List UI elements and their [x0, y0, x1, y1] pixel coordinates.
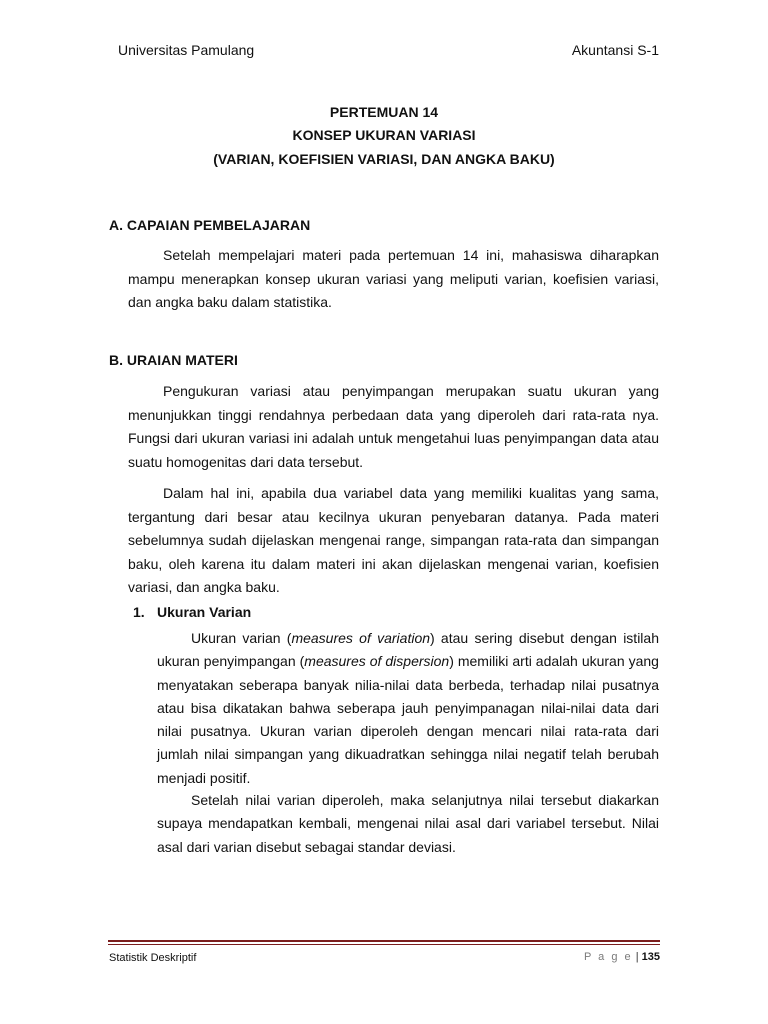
section-a-paragraph [128, 244, 659, 315]
subsection-paragraph-2 [157, 789, 659, 859]
footer-course-name: Statistik Deskriptif [109, 952, 197, 964]
footer-rule-thin [108, 944, 660, 945]
subsection-title: Ukuran Varian [157, 604, 252, 620]
section-b-paragraph-2-text: Dalam hal ini, apabila dua variabel data yang memiliki kualitas yang sama, tergantung dari besar atau kecilnya ukuran penyebaran datanya. Pada materi sebelumnya sudah dijelaskan mengenai range, simpangan rata-rata dan simpangan baku, oleh karena itu dalam materi ini akan dijelaskan mengenai varian, koefisien variasi, dan angka baku. [128, 485, 659, 595]
subsection-p1-em1: measures of variation [291, 630, 431, 646]
subsection-p1-em2: measures of dispersion [304, 653, 450, 670]
title-subtopic: (VARIAN, KOEFISIEN VARIASI, DAN ANGKA BAKU) [213, 151, 555, 167]
footer-rule-thick [108, 940, 660, 942]
footer-page-indicator [584, 951, 660, 963]
subsection-p1-part1: Ukuran varian ( [191, 630, 292, 646]
footer-page-label: P a g e [583, 951, 633, 963]
subsection-p1-part3: ) memiliki arti adalah ukuran yang menyatakan seberapa banyak nilia-nilai data berbeda, terhadap nilai pusatnya atau bisa dikatakan bahwa seberapa jauh penyimpanagan nilai-nilai data dari nilai pusatnya. Ukuran varian diperoleh dengan mencari nilai rata-rata dari jumlah nilai simpangan yang dikuadratkan sehingga nilai negatif telah berubah menjadi positif. [157, 653, 659, 786]
section-a-paragraph-text: Setelah mempelajari materi pada pertemuan 14 ini, mahasiswa diharapkan mampu menerapkan konsep ukuran variasi yang meliputi varian, koefisien variasi, dan angka baku dalam statistika. [128, 247, 659, 310]
section-b-paragraph-1 [128, 380, 659, 474]
header-institution: Universitas Pamulang [118, 42, 255, 58]
subsection-paragraph-2-text: Setelah nilai varian diperoleh, maka selanjutnya nilai tersebut diakarkan supaya mendapatkan kembali, mengenai nilai asal dari variabel tersebut. Nilai asal dari varian disebut sebagai standar deviasi. [157, 792, 659, 855]
footer-page-number: 135 [641, 951, 660, 963]
subsection-paragraph-1 [157, 627, 659, 790]
title-topic: KONSEP UKURAN VARIASI [292, 127, 476, 143]
subsection-p1-part2: ) atau sering disebut dengan istilah ukuran penyimpangan ( [157, 630, 659, 670]
section-b-heading: B. URAIAN MATERI [109, 352, 238, 368]
title-meeting: PERTEMUAN 14 [329, 104, 439, 120]
section-a-heading: A. CAPAIAN PEMBELAJARAN [109, 217, 311, 233]
footer-page-separator: | [635, 951, 639, 963]
header-program: Akuntansi S-1 [571, 42, 659, 58]
section-b-paragraph-2 [128, 482, 659, 600]
section-b-paragraph-1-text: Pengukuran variasi atau penyimpangan merupakan suatu ukuran yang menunjukkan tinggi rendahnya perbedaan data yang diperoleh dari rata-rata nya. Fungsi dari ukuran variasi ini adalah untuk mengetahui luas penyimpangan data atau suatu homogenitas dari data tersebut. [128, 383, 659, 470]
subsection-number: 1. [133, 604, 145, 620]
